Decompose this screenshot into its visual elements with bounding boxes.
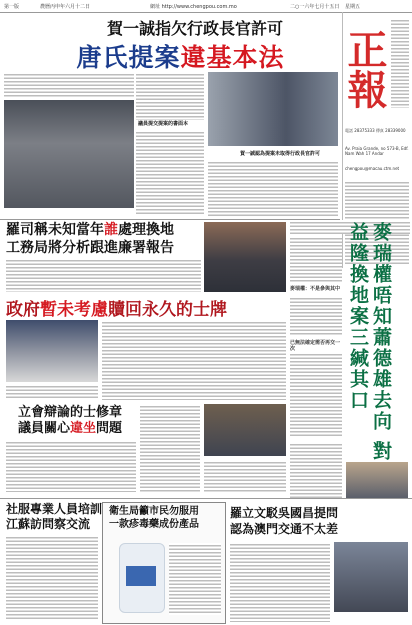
bottom-right-headline-line2: 認為澳門交通不太差 — [230, 522, 339, 536]
right-vertical-headline: 麥瑞權唔知蕭德雄去向 對益隆換地案三緘其口 — [347, 222, 392, 462]
article-text — [136, 130, 204, 216]
lease-headline-line1: 羅司稱未知當年誰處理換地 — [6, 222, 174, 238]
masthead-address: Av. Praia Grande, no 573-B, Edf. Nam Wah 17 Andar — [345, 146, 409, 156]
divider — [0, 498, 412, 499]
article-text — [6, 535, 98, 621]
site-url[interactable]: 網址 http://www.chengpou.com.mo — [150, 4, 237, 10]
medicine-bottle-image — [119, 543, 165, 613]
article-text — [6, 258, 201, 292]
headline-main-red: 違基本法 — [180, 43, 285, 72]
article-text — [208, 160, 338, 216]
masthead-phone: 電話 28375333 傳真 28339000 — [345, 128, 406, 133]
article-text — [290, 442, 342, 498]
bottom-right-headline-line1: 羅立文駁吳國昌提問 — [230, 506, 339, 520]
taxi-banner: 政府暫未考慮贖回永久的士牌 — [6, 300, 227, 320]
health-notice-box — [102, 502, 226, 624]
article-text — [169, 543, 221, 615]
article-text — [230, 542, 330, 622]
bottom-left-headline-line2: 江蘇訪問察交流 — [6, 517, 91, 531]
portrait-caption: 賀一誠認為提案未取得行政長官許可 — [240, 151, 321, 157]
headline-main-blue: 唐氏提案 — [76, 43, 181, 72]
portrait-photo — [208, 72, 338, 146]
article-text — [290, 352, 342, 438]
headline-main — [28, 38, 333, 74]
bottle-label — [126, 566, 156, 586]
article-text — [102, 320, 286, 400]
newspaper-logo: 正報 — [341, 29, 388, 109]
lease-headline-line2: 工務局將分析跟進廉署報告 — [6, 240, 174, 256]
masthead-email: chengpou@macau.ctm.net — [345, 166, 400, 171]
article-text — [290, 236, 342, 282]
masthead-notice — [391, 18, 409, 108]
council-photo — [204, 404, 286, 456]
article-text — [6, 384, 98, 400]
taxi-photo — [6, 320, 98, 382]
subhead: 麥瑞權：不是參與其中 — [290, 286, 341, 292]
lunar-date: 農曆丙申年六月十二日 — [40, 4, 91, 10]
headline-top: 賀一誠指欠行政長官許可 — [106, 19, 283, 38]
chamber-photo — [4, 100, 134, 208]
article-text — [290, 296, 342, 336]
ad-title-line1: 衛生局籲市民勿服用 — [109, 506, 199, 517]
weekday: 星期五 — [345, 4, 361, 10]
page-number: 第一版 — [4, 4, 20, 10]
bottom-right-photo — [334, 542, 408, 612]
photo-caption: 議員提交提案的書面本 — [138, 121, 189, 127]
ad-title-line2: 一款疹毒藥成份產品 — [109, 519, 199, 530]
article-text — [204, 460, 286, 492]
official-photo — [204, 222, 286, 292]
article-text — [6, 440, 136, 492]
top-bar — [0, 0, 412, 12]
issue-date: 二○一六年七月十五日 — [290, 4, 340, 10]
article-text — [136, 72, 204, 120]
taxi-debate-headline-line1: 立會辯論的士修章 — [18, 405, 123, 420]
article-text — [140, 404, 200, 492]
divider — [0, 219, 340, 220]
taxi-debate-headline-line2: 議員關心違坐問題 — [18, 421, 123, 436]
right-photo — [346, 462, 408, 498]
article-text — [4, 72, 134, 98]
subhead: 已無法確定需否再交一次 — [290, 340, 341, 352]
bottom-left-headline-line1: 社服專業人員培訓 — [6, 502, 103, 516]
